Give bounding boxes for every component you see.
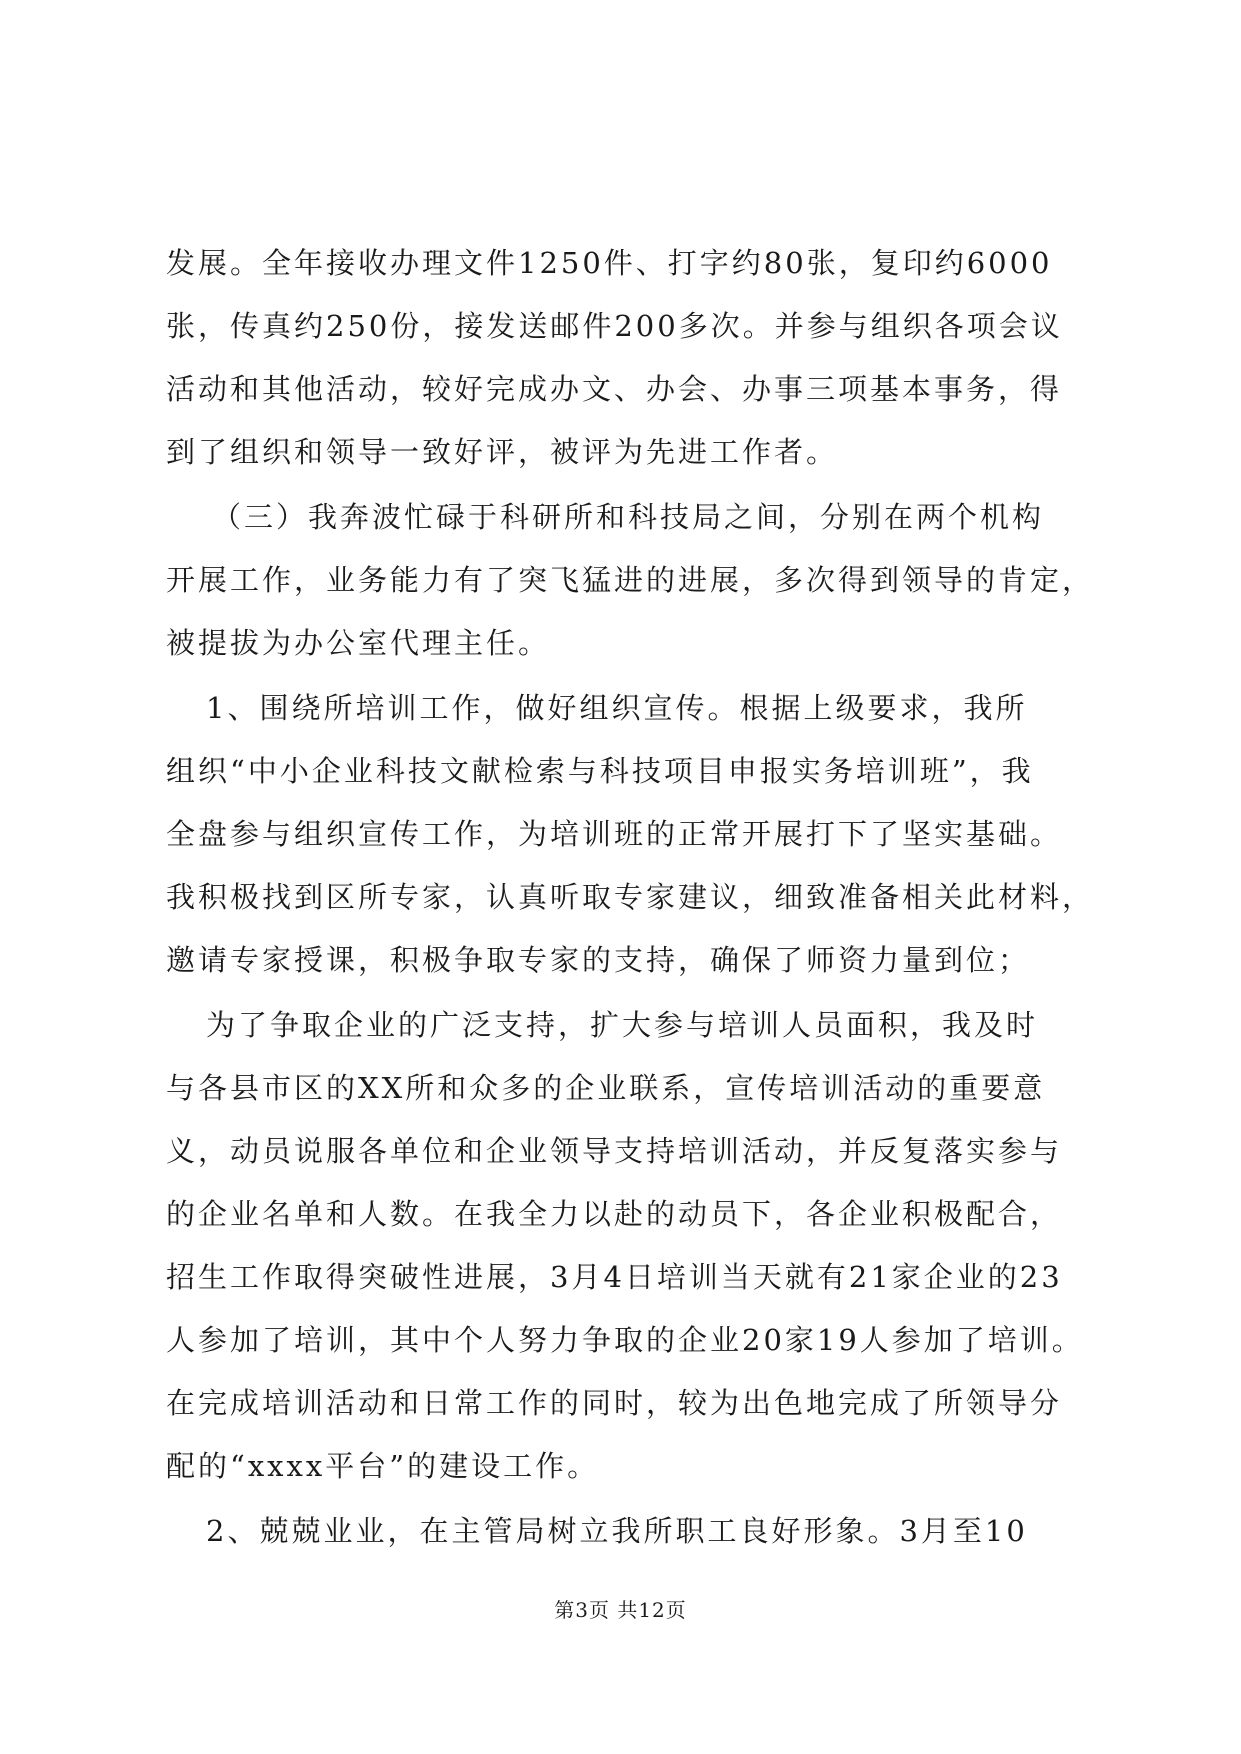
text-line: 我积极找到区所专家，认真听取专家建议，细致准备相关此材料， xyxy=(166,880,1095,914)
paragraph-start-line: 1、围绕所培训工作，做好组织宣传。根据上级要求，我所 xyxy=(206,691,1028,725)
page-number-footer: 第3页 共12页 xyxy=(554,1598,687,1622)
text-line: 邀请专家授课，积极争取专家的支持，确保了师资力量到位； xyxy=(166,943,1031,977)
paragraph-start-line: 2、兢兢业业，在主管局树立我所职工良好形象。3月至10 xyxy=(206,1514,1028,1548)
text-line: 开展工作，业务能力有了突飞猛进的进展，多次得到领导的肯定， xyxy=(166,563,1095,597)
text-line: 招生工作取得突破性进展，3月4日培训当天就有21家企业的23 xyxy=(166,1260,1063,1294)
text-line: 张，传真约250份，接发送邮件200多次。并参与组织各项会议 xyxy=(166,309,1063,343)
text-line: 的企业名单和人数。在我全力以赴的动员下，各企业积极配合， xyxy=(166,1197,1063,1231)
text-line: 活动和其他活动，较好完成办文、办会、办事三项基本事务，得 xyxy=(166,372,1063,406)
document-body xyxy=(166,232,1095,1563)
text-line: 到了组织和领导一致好评，被评为先进工作者。 xyxy=(166,435,839,469)
text-line: 义，动员说服各单位和企业领导支持培训活动，并反复落实参与 xyxy=(166,1134,1063,1168)
text-line: 在完成培训活动和日常工作的同时，较为出色地完成了所领导分 xyxy=(166,1386,1063,1420)
text-line: 全盘参与组织宣传工作，为培训班的正常开展打下了坚实基础。 xyxy=(166,817,1063,851)
text-line: 被提拔为办公室代理主任。 xyxy=(166,626,551,660)
text-line: 组织“中小企业科技文献检索与科技项目申报实务培训班”，我 xyxy=(166,754,1034,788)
paragraph-start-line: （三）我奔波忙碌于科研所和科技局之间，分别在两个机构 xyxy=(212,500,1045,534)
paragraph-start-line: 为了争取企业的广泛支持，扩大参与培训人员面积，我及时 xyxy=(206,1008,1039,1042)
text-line: 发展。全年接收办理文件1250件、打字约80张，复印约6000 xyxy=(166,246,1053,280)
text-line: 人参加了培训，其中个人努力争取的企业20家19人参加了培训。 xyxy=(166,1323,1084,1357)
text-line: 与各县市区的XX所和众多的企业联系，宣传培训活动的重要意 xyxy=(166,1071,1046,1105)
text-line: 配的“xxxx平台”的建设工作。 xyxy=(166,1449,600,1483)
